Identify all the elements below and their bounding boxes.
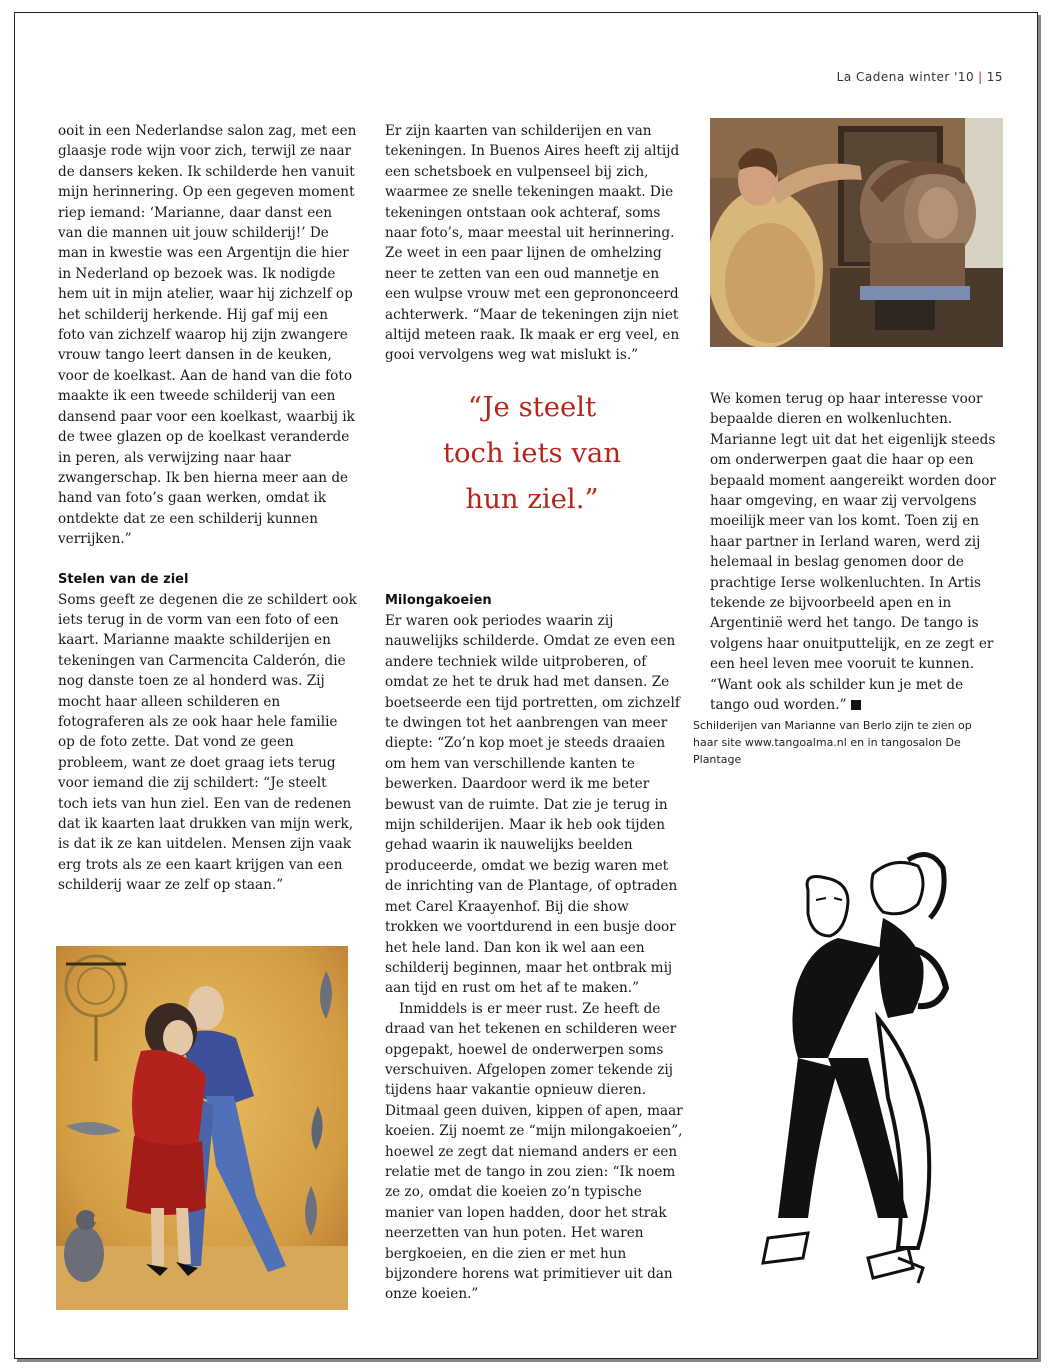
col2-paragraph-3: Inmiddels is er meer rust. Ze heeft de draad van het tekenen en schilderen weer opgepakt, hoewel de onderwerpen soms verschuiven. Afgelopen zomer tekende zij tijdens haar vakantie opnieuw dieren. Ditmaal geen duiven, kippen of apen, maar koeien. Zij noemt ze “mijn milongakoeien”, hoewel ze zegt dat niemand anders er een relatie met de tango in zou zien: “Ik noem ze zo, omdat die koeien zo’n typische manier van lopen hadden, door het strak neerzetten van hun poten. Het waren bergkoeien, en die zien er met hun bijzondere horens wat primitiever uit dan onze koeien.” <box>385 1000 683 1303</box>
tango-drawing <box>708 838 1008 1308</box>
pull-quote-line-3: hun ziel.” <box>465 483 599 515</box>
col2-paragraph-1: Er zijn kaarten van schilderijen en van tekeningen. In Buenos Aires heeft zij altijd een schetsboek en vulpenseel bij zich, waarmee ze snelle tekeningen maakt. Die tekeningen ontstaan ook achteraf, soms naar foto’s, maar meestal uit herinnering. Ze weet in een paar lijnen de omhelzing neer te zetten van een oud mannetje en een wulpse vrouw met een geprononceerd achterwerk. “Maar de tekeningen zijn niet altijd meteen raak. Ik maak er erg veel, en gooi vervolgens weg wat mislukt is.” <box>385 123 680 364</box>
subheading-stelen-van-de-ziel: Stelen van de ziel <box>58 571 189 587</box>
col2-paragraph-2: Er waren ook periodes waarin zij nauwelijks schilderde. Omdat ze even een andere techniek wilde uitproberen, of omdat ze het te druk had met dansen. Ze boetseerde een tijd portretten, om zichzelf te dwingen tot het aanbrengen van meer diepte: “Zo’n kop moet je steeds draaien om hem van verschillende kanten te bewerken. Daardoor werd ik me beter bewust van de ruimte. Dat zie je terug in mijn schilderijen. Maar ik heb ook tijden gehad waarin ik nauwelijks beelden produceerde, omdat we bezig waren met de inrichting van de Plantage, of optraden met Carel Kraayenhof. Bij die show trokken we voortdurend in een busje door het hele land. Dan kon ik wel aan een schilderij beginnen, maar het ontbrak mij aan tijd en rust om het af te maken.” <box>385 613 680 997</box>
sculptor-photo-art <box>710 118 1003 347</box>
col1-paragraph-2: Soms geeft ze degenen die ze schildert ook iets terug in de vorm van een foto of een kaart. Marianne maakte schilderijen en tekeningen van Carmencita Calderón, die nog danste toen ze al honderd was. Zij mocht haar alleen schilderen en fotograferen als ze ook haar hele familie op de foto zette. Dat vond ze geen probleem, want ze doet graag iets terug voor iemand die zij schildert: “Je steelt toch iets van hun ziel. Een van de redenen dat ik kaarten laat drukken van mijn werk, is dat ik ze kan uitdelen. Mensen zijn vaak erg trots als ze een kaart krijgen van een schilderij waar ze zelf op staan.” <box>58 591 357 894</box>
col3-paragraph-1-text: We komen terug op haar interesse voor bepaalde dieren en wolkenluchten. Marianne legt uit dat het eigenlijk steeds om onderwerpen gaat die haar op een bepaald moment aangereikt worden door haar omgeving, en waar zij vervolgens moeilijk meer van los komt. Toen zij en haar partner in Ierland waren, werd zij helemaal in beslag genomen door de prachtige Ierse wolkenluchten. In Artis tekende ze bijvoorbeeld apen en in Argentinië werd het tango. De tango is volgens haar onuitputtelijk, en ze zegt er een heel leven mee vooruit te kunnen. “Want ook als schilder kun je met de tango oud worden.” <box>710 391 996 714</box>
sculptor-photo <box>710 118 1003 347</box>
col3-paragraph-1 <box>710 389 1006 716</box>
col1-paragraph-1: ooit in een Nederlandse salon zag, met een glaasje rode wijn voor zich, terwijl ze naar de dansers keken. Ik schilderde hen vanuit mijn herinnering. Op een gegeven moment riep iemand: ‘Marianne, daar danst een van die mannen uit jouw schilderij!’ De man in kwestie was een Argentijn die hier in Nederland op bezoek was. Ik nodigde hem uit in mijn atelier, waar hij zichzelf op het schilderij herkende. Hij gaf mij een foto van zichzelf waarop hij zijn zwangere vrouw tango leert dansen in de keuken, voor de koelkast. Aan de hand van die foto maakte ik een tweede schilderij van een dansend paar voor een koelkast, waarbij ik de twee glazen op de koelkast veranderde in peren, als verwijzing naar haar zwangerschap. Ik ben hierna meer aan de hand van foto’s gaan werken, omdat ik ontdekte dat ze een schilderij kunnen verrijken.” <box>58 123 357 548</box>
tango-drawing-art <box>708 838 1008 1308</box>
tango-painting <box>56 946 348 1310</box>
column-1 <box>58 121 358 896</box>
pull-quote <box>376 384 688 522</box>
photo-caption: Schilderijen van Marianne van Berlo zijn te zien op haar site www.tangoalma.nl en in tangosalon De Plantage <box>693 719 972 766</box>
header-separator: | <box>978 70 983 84</box>
page-header <box>837 70 1003 84</box>
subheading-milongakoeien: Milongakoeien <box>385 593 492 608</box>
column-2-bottom <box>385 591 685 1305</box>
page-number: 15 <box>986 70 1003 84</box>
column-2-top <box>385 121 685 366</box>
column-3 <box>710 389 1006 716</box>
end-of-article-icon <box>851 700 861 710</box>
tango-painting-art <box>56 946 348 1310</box>
magazine-title: La Cadena winter '10 <box>836 70 975 84</box>
pull-quote-line-1: “Je steelt <box>467 391 597 423</box>
pull-quote-line-2: toch iets van <box>442 437 622 469</box>
